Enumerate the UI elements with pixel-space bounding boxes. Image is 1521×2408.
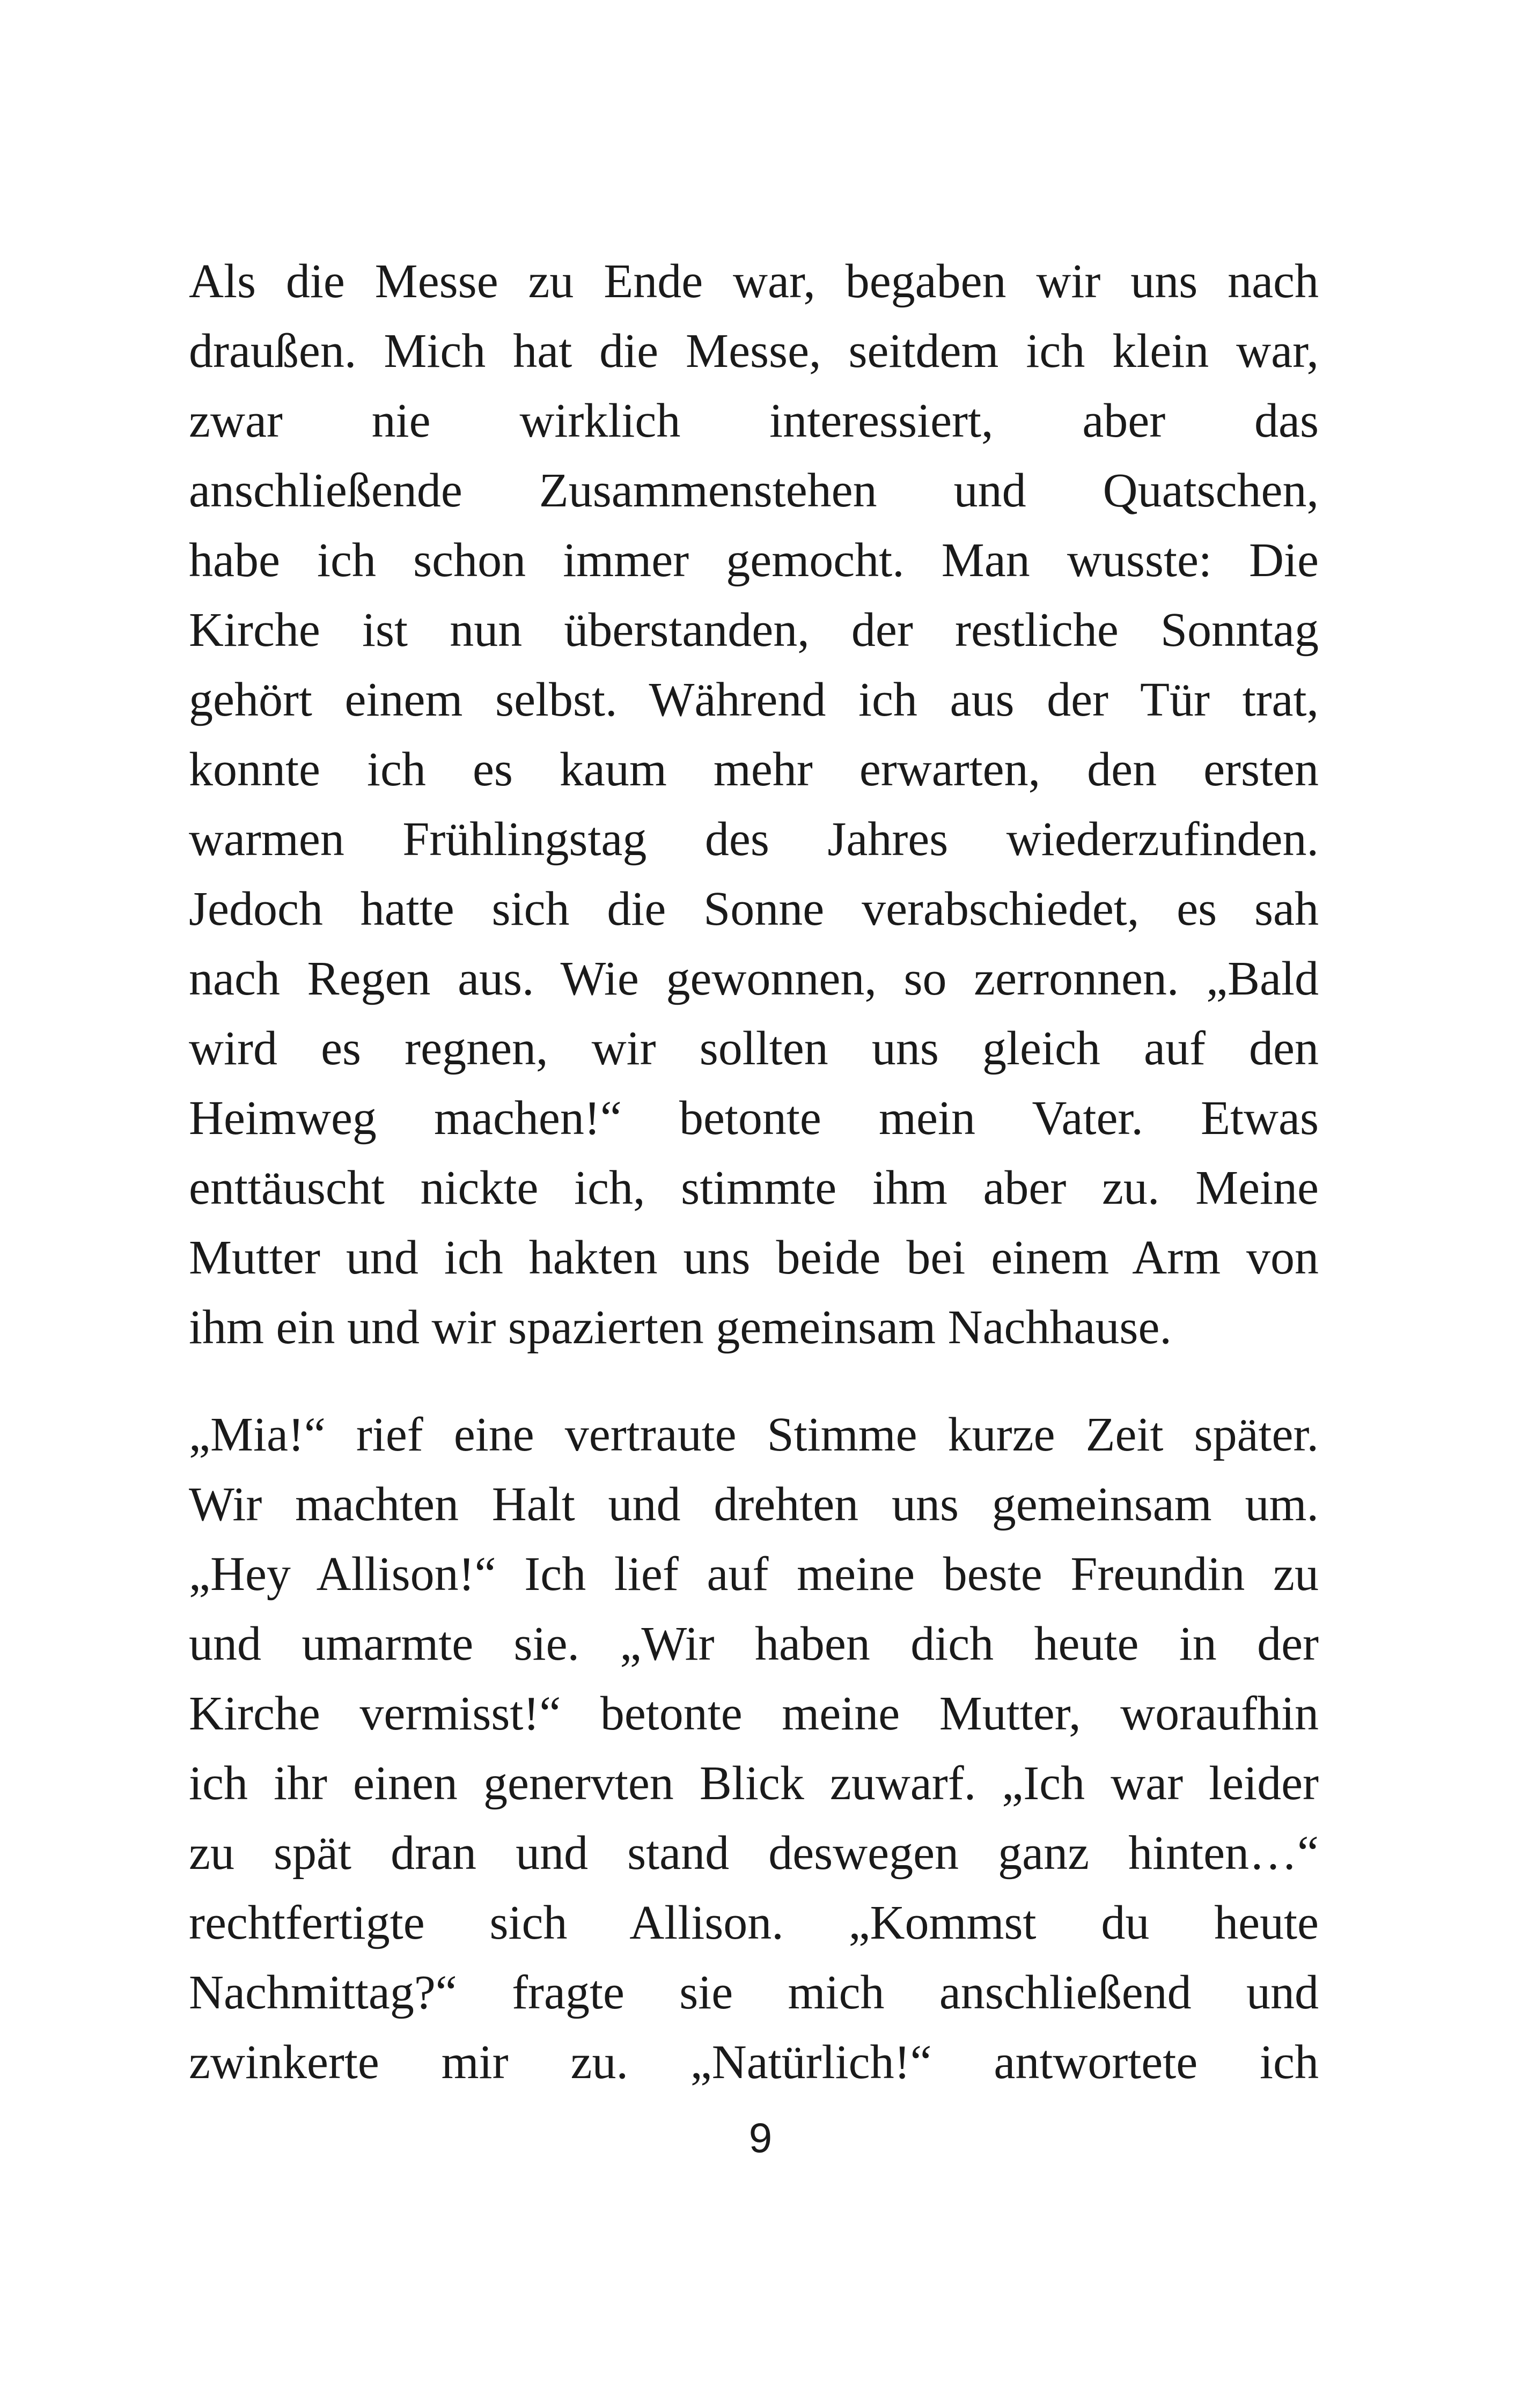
text-line: zwar nie wirklich interessiert, aber das — [189, 394, 1319, 447]
text-line: ich ihr einen genervten Blick zuwarf. „Ich war leider — [189, 1757, 1319, 1810]
text-line: Heimweg machen!“ betonte mein Vater. Etwas — [189, 1092, 1319, 1145]
text-line: nach Regen aus. Wie gewonnen, so zerronnen. „Bald — [189, 952, 1319, 1005]
text-line: Nachmittag?“ fragte sie mich anschließend und — [189, 1966, 1319, 2019]
text-line: „Mia!“ rief eine vertraute Stimme kurze Zeit später. — [189, 1408, 1319, 1461]
text-line: enttäuscht nickte ich, stimmte ihm aber zu. Meine — [189, 1161, 1319, 1214]
text-line: rechtfertigte sich Allison. „Kommst du heute — [189, 1896, 1319, 1949]
text-line: und umarmte sie. „Wir haben dich heute in der — [189, 1617, 1319, 1670]
text-line: wird es regnen, wir sollten uns gleich auf den — [189, 1022, 1319, 1075]
text-line: draußen. Mich hat die Messe, seitdem ich klein war, — [189, 325, 1319, 378]
text-line: warmen Frühlingstag des Jahres wiederzufinden. — [189, 813, 1319, 866]
text-line: konnte ich es kaum mehr erwarten, den ersten — [189, 743, 1319, 796]
paragraph-1 — [189, 247, 1319, 1363]
text-line: Mutter und ich hakten uns beide bei einem Arm von — [189, 1231, 1319, 1284]
text-line: ihm ein und wir spazierten gemeinsam Nachhause. — [189, 1301, 1172, 1354]
text-line: gehört einem selbst. Während ich aus der Tür trat, — [189, 673, 1319, 726]
text-line: Wir machten Halt und drehten uns gemeinsam um. — [189, 1478, 1319, 1531]
text-line: Kirche ist nun überstanden, der restliche Sonntag — [189, 603, 1319, 657]
page-number: 9 — [748, 2114, 773, 2161]
text-line: zwinkerte mir zu. „Natürlich!“ antwortete ich — [189, 2036, 1319, 2089]
text-line: Als die Messe zu Ende war, begaben wir uns nach — [189, 255, 1319, 308]
text-line: „Hey Allison!“ Ich lief auf meine beste Freundin zu — [189, 1548, 1319, 1601]
text-line: zu spät dran und stand deswegen ganz hinten…“ — [189, 1827, 1319, 1880]
text-line: Kirche vermisst!“ betonte meine Mutter, woraufhin — [189, 1687, 1319, 1740]
text-line: anschließende Zusammenstehen und Quatschen, — [189, 464, 1319, 517]
paragraph-2 — [189, 1400, 1319, 2097]
text-line: habe ich schon immer gemocht. Man wusste: Die — [189, 534, 1319, 587]
text-line: Jedoch hatte sich die Sonne verabschiedet, es sah — [189, 882, 1319, 936]
